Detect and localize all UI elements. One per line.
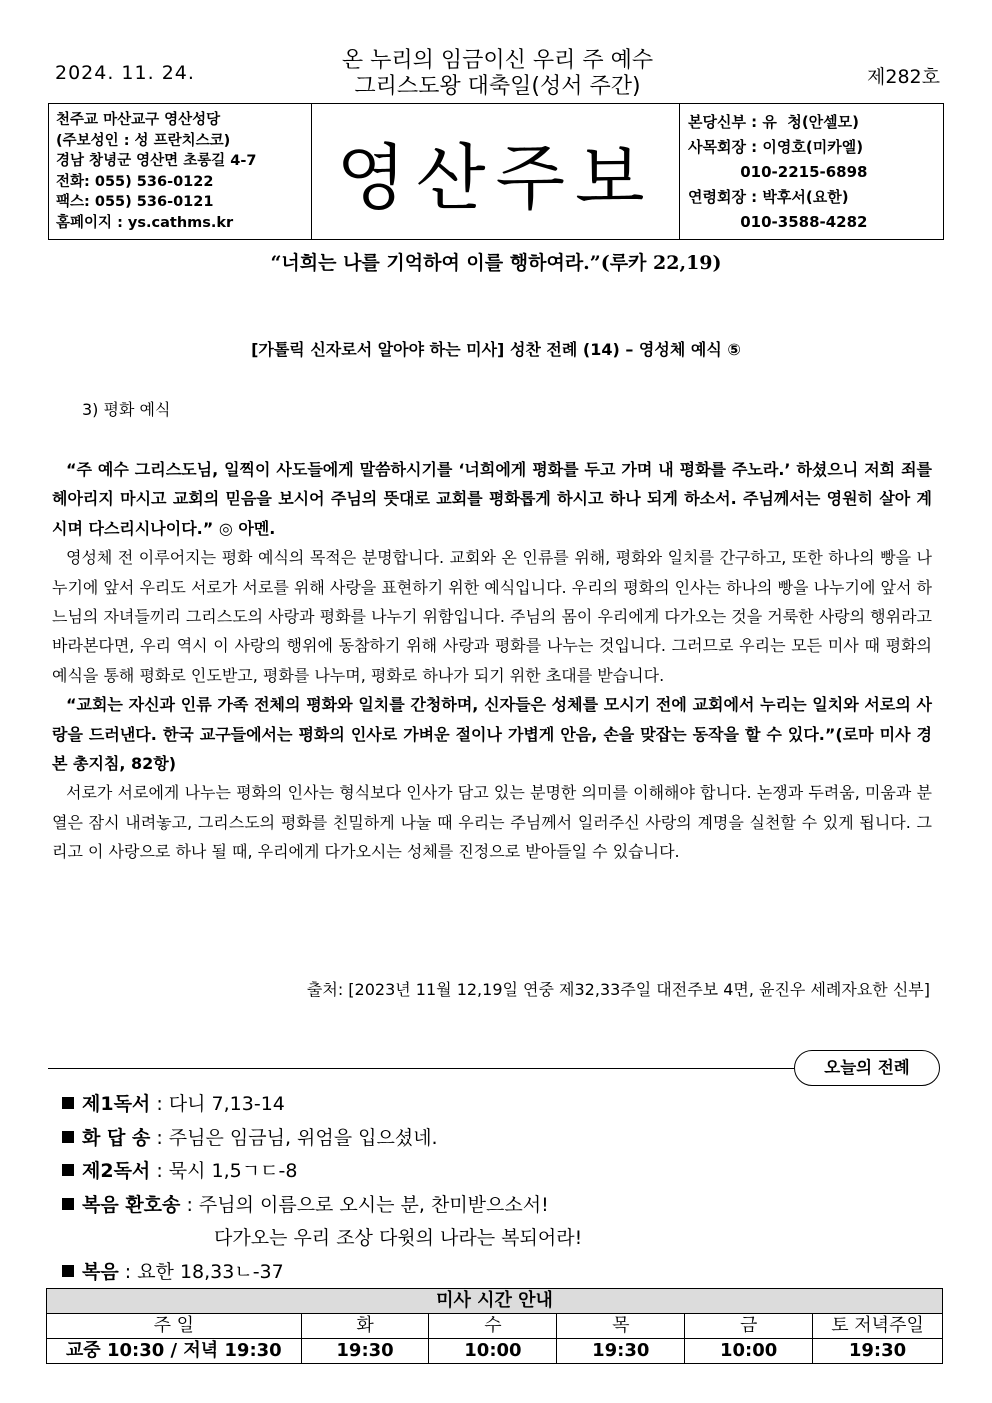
psalm-label: 화 답 송 [82, 1126, 151, 1149]
funeral-president: 연령회장 : 박후서(요한) [688, 188, 849, 206]
bullet-square-icon [62, 1097, 74, 1109]
masthead-title: 영산주보 [312, 104, 680, 239]
masthead-box [48, 103, 944, 240]
psalm [62, 1122, 582, 1156]
council-president: 사목회장 : 이영호(미카엘) [688, 138, 864, 156]
girm-quote-paragraph: “교회는 자신과 인류 가족 전체의 평화와 일치를 간청하며, 신자들은 성체를 모시기 전에 교회에서 누리는 일치와 서로의 사랑을 드러낸다. 한국 교구들에서는 평화의 인사로 가벼운 절이나 가볍게 안음, 손을 맞잡는 동작을 할 수 있다.”(로마 미사 경본 총지침, 82항) [52, 695, 932, 774]
prayer-paragraph: “주 예수 그리스도님, 일찍이 사도들에게 말씀하시기를 ‘너희에게 평화를 두고 가며 내 평화를 주노라.’ 하셨으니 저희 죄를 헤아리지 마시고 교회의 믿음을 보시어 주님의 뜻대로 교회를 평화롭게 하시고 하나 되게 하소서. 주님께서는 영원히 살아 계시며 다스리시나이다.” ◎ 아멘. [52, 460, 932, 538]
reading-1-label: 제1독서 [82, 1093, 151, 1115]
phone: 전화: 055) 536-0122 [56, 173, 214, 190]
day-thursday: 목 [557, 1314, 685, 1339]
body-paragraph-1: 영성체 전 이루어지는 평화 예식의 목적은 분명합니다. 교회와 온 인류를 위해, 평화와 일치를 간구하고, 또한 하나의 빵을 나누기에 앞서 우리도 서로가 서로를 위해 사랑을 표현하기 위한 예식입니다. 우리의 평화의 인사는 하나의 빵을 나누기에 앞서 하느님의 자녀들끼리 그리스도의 사랑과 평화를 나누기 위함입니다. 주님의 몸이 우리에게 다가오는 것을 거룩한 사랑의 행위라고 바라본다면, 우리 역시 이 사랑의 행위에 동참하기 위해 사랑과 평화를 나누는 것입니다. 그러므로 우리는 모든 미사 때 평화의 예식을 통해 평화로 인도받고, 평화를 나누며, 평화로 하나가 되기 위한 초대를 받습니다. [52, 548, 933, 685]
article-subheading: 3) 평화 예식 [82, 400, 171, 419]
feast-title [300, 48, 695, 100]
liturgy-divider [48, 1068, 794, 1069]
gospel-text: : 요한 18,33ㄴ-37 [124, 1260, 284, 1283]
body-paragraph-2: 서로가 서로에게 나누는 평화의 인사는 형식보다 인사가 담고 있는 분명한 의미를 이해해야 합니다. 논쟁과 두려움, 미움과 분열은 잠시 내려놓고, 그리스도의 평화를 친밀하게 나눌 때 우리는 주님께서 일러주신 사랑의 계명을 실천할 수 있게 됩니다. 그리고 이 사랑으로 하나 될 때, 우리에게 다가오시는 성체를 진정으로 받아들일 수 있습니다. [52, 783, 932, 862]
article-body [52, 455, 932, 867]
time-saturday: 19:30 [813, 1339, 943, 1364]
patron-saint: (주보성인 : 성 프란치스코) [56, 132, 231, 149]
homepage: 홈페이지 : ys.cathms.kr [56, 214, 234, 231]
gospel-acclamation [62, 1189, 582, 1223]
address: 경남 창녕군 영산면 초롱길 4-7 [56, 153, 257, 169]
scripture-quote: “너희는 나를 기억하여 이를 행하여라.”(루카 22,19) [270, 252, 722, 274]
article-source: 출처: [2023년 11월 12,19일 연중 제32,33주일 대전주보 4면, 윤진우 세례자요한 신부] [306, 980, 930, 999]
article-title: [가톨릭 신자로서 알아야 하는 미사] 성찬 전례 (14) – 영성체 예식 ⑤ [251, 340, 741, 359]
day-saturday: 토 저녁주일 [813, 1314, 943, 1339]
fax: 팩스: 055) 536-0121 [56, 194, 214, 210]
acclamation-label: 복음 환호송 [82, 1193, 181, 1216]
reading-2-label: 제2독서 [82, 1160, 151, 1182]
feast-title-line2: 그리스도왕 대축일(성서 주간) [354, 74, 641, 99]
psalm-text: : 주님은 임금님, 위엄을 입으셨네. [156, 1126, 438, 1149]
bulletin-date: 2024. 11. 24. [55, 62, 195, 84]
gospel-label: 복음 [82, 1260, 119, 1283]
council-president-phone: 010-2215-6898 [688, 163, 868, 181]
bullet-square-icon [62, 1164, 74, 1176]
time-sunday: 교중 10:30 / 저녁 19:30 [47, 1339, 302, 1364]
time-friday: 10:00 [685, 1339, 813, 1364]
readings-list [62, 1088, 582, 1289]
bullet-square-icon [62, 1198, 74, 1210]
acclamation-text-2: 다가오는 우리 조상 다윗의 나라는 복되어라! [214, 1227, 583, 1249]
time-wednesday: 10:00 [429, 1339, 557, 1364]
reading-2 [62, 1155, 582, 1189]
pastor: 본당신부 : 유 청(안셀모) [688, 113, 860, 131]
time-tuesday: 19:30 [301, 1339, 429, 1364]
gospel [62, 1256, 582, 1290]
acclamation-text-1: : 주님의 이름으로 오시는 분, 찬미받으소서! [186, 1193, 549, 1216]
reading-1-text: : 다니 7,13-14 [156, 1093, 285, 1115]
bullet-square-icon [62, 1265, 74, 1277]
issue-number: 제282호 [867, 66, 940, 88]
day-tuesday: 화 [301, 1314, 429, 1339]
contact-info [680, 104, 943, 245]
mass-times-table [46, 1288, 943, 1364]
feast-title-line1: 온 누리의 임금이신 우리 주 예수 [341, 48, 654, 73]
day-friday: 금 [685, 1314, 813, 1339]
mass-times-caption: 미사 시간 안내 [47, 1289, 943, 1314]
reading-2-text: : 묵시 1,5ㄱㄷ-8 [156, 1160, 298, 1182]
parish-info [49, 104, 312, 239]
funeral-president-phone: 010-3588-4282 [688, 213, 868, 231]
reading-1 [62, 1088, 582, 1122]
day-wednesday: 수 [429, 1314, 557, 1339]
liturgy-badge: 오늘의 전례 [794, 1050, 940, 1086]
bullet-square-icon [62, 1131, 74, 1143]
time-thursday: 19:30 [557, 1339, 685, 1364]
day-sunday: 주 일 [47, 1314, 302, 1339]
parish-name: 천주교 마산교구 영산성당 [56, 112, 221, 128]
